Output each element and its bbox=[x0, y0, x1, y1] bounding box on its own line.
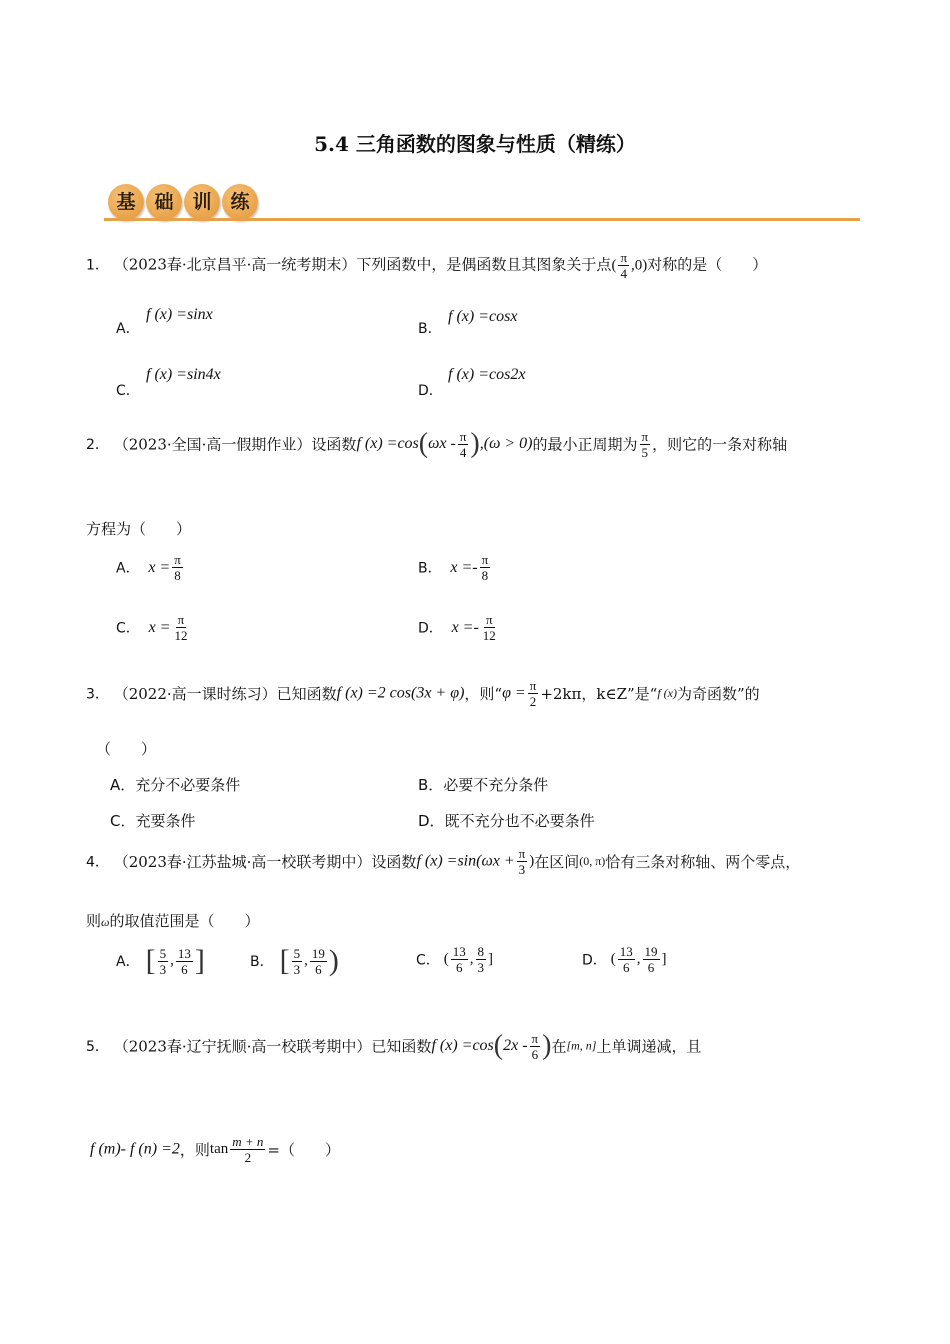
question-3: 3． （2022·高一课时练习）已知函数f (x) =2 cos(3x + φ)，则“φ = $\frac{\pi}{2}$ +2kπ，k∈Z”是“f (x)为奇函数”的 bbox=[86, 678, 760, 709]
question-number: 5． bbox=[86, 1039, 109, 1055]
q1-option-c-expr: f (x) =sin4x bbox=[146, 366, 221, 383]
fraction: $\frac{\pi}{5}$ bbox=[641, 428, 649, 460]
q2-option-d: D． x =- $\frac{\pi}{12}$ bbox=[418, 612, 496, 643]
q2-option-a: A． x = $\frac{\pi}{8}$ bbox=[116, 552, 181, 583]
fraction: $\frac{\pi}{4}$ bbox=[620, 250, 628, 281]
q3-option-d: D．既不充分也不必要条件 bbox=[418, 812, 595, 830]
q1-option-b-expr: f (x) =cosx bbox=[448, 308, 518, 325]
question-source: （2023春·江苏盐城·高一校联考期中） bbox=[113, 853, 372, 871]
q4-option-c: C． ( $\frac{13}{6}$ , $\frac{8}{3}$ ] bbox=[416, 944, 494, 975]
question-2-line2: 方程为（ ） bbox=[86, 520, 192, 538]
q4-option-b: B． [ $\frac{5}{3}$ , $\frac{19}{6}$ ) bbox=[250, 944, 339, 977]
q1-option-c: C． bbox=[116, 383, 140, 399]
q2-option-c: C． x = $\frac{\pi}{12}$ bbox=[116, 612, 188, 643]
function-expr: f (x) =cos bbox=[356, 435, 419, 452]
section-rule bbox=[104, 218, 860, 221]
q3-option-a: A．充分不必要条件 bbox=[110, 776, 241, 794]
q4-option-a: A． [ $\frac{5}{3}$ , $\frac{13}{6}$ ] bbox=[116, 944, 205, 977]
q1-option-a-expr: f (x) =sinx bbox=[146, 306, 213, 323]
banner-char: 础 bbox=[146, 184, 182, 220]
question-number: 4． bbox=[86, 854, 109, 871]
function-expr: f (x) =sin(ωx + bbox=[416, 852, 515, 870]
question-number: 3． bbox=[86, 686, 109, 703]
q1-option-b: B． bbox=[418, 321, 442, 337]
question-number: 2． bbox=[86, 437, 109, 453]
question-source: （2022·高一课时练习） bbox=[113, 685, 277, 703]
question-number: 1． bbox=[86, 257, 109, 274]
q2-option-b: B． x =- $\frac{\pi}{8}$ bbox=[418, 552, 489, 583]
banner-char: 基 bbox=[108, 184, 144, 220]
function-expr: f (x) =cos bbox=[431, 1037, 494, 1054]
question-source: （2023·全国·高一假期作业） bbox=[113, 435, 312, 454]
question-source: （2023春·辽宁抚顺·高一校联考期中） bbox=[113, 1037, 372, 1056]
q1-option-d: D． bbox=[418, 383, 443, 399]
fraction: $\frac{\pi}{6}$ bbox=[531, 1030, 539, 1062]
fraction: $\frac{\pi}{2}$ bbox=[529, 678, 537, 709]
banner-char: 练 bbox=[222, 184, 258, 220]
question-4-line2: 则ω的取值范围是（ ） bbox=[86, 912, 260, 930]
question-1: 1． （2023春·北京昌平·高一统考期末）下列函数中，是偶函数且其图象关于点( $\frac{\pi}{4}$ ,0)对称的是（ ） bbox=[86, 250, 768, 281]
q3-option-c: C．充要条件 bbox=[110, 812, 196, 830]
question-source: （2023春·北京昌平·高一统考期末） bbox=[113, 255, 357, 274]
fraction: $\frac{\pi}{4}$ bbox=[459, 428, 467, 460]
banner-char: 训 bbox=[184, 184, 220, 220]
question-tail: 对称的是（ ） bbox=[647, 255, 768, 274]
question-5-line2: f (m)- f (n) =2，则tan $\frac{m + n}{2}$ =（ ） bbox=[90, 1134, 340, 1165]
question-3-line2: （ ） bbox=[96, 740, 157, 758]
q1-option-d-expr: f (x) =cos2x bbox=[448, 366, 526, 383]
q1-option-a: A． bbox=[116, 321, 140, 337]
question-stem: 下列函数中，是偶函数且其图象关于点 bbox=[356, 255, 612, 274]
q4-option-d: D． ( $\frac{13}{6}$ , $\frac{19}{6}$ ] bbox=[582, 944, 667, 975]
question-2: 2． （2023·全国·高一假期作业）设函数f (x) =cos(ωx - $\frac{\pi}{4}$ ),(ω > 0)的最小正周期为 $\frac{\pi}{5}$ ，则它的一条对称轴 bbox=[86, 428, 788, 460]
function-expr: f (x) =2 cos(3x + φ) bbox=[336, 684, 465, 702]
fraction: $\frac{\pi}{3}$ bbox=[518, 846, 526, 877]
q3-option-b: B．必要不充分条件 bbox=[418, 776, 549, 794]
question-4: 4． （2023春·江苏盐城·高一校联考期中）设函数f (x) =sin(ωx + $\frac{\pi}{3}$ )在区间(0, π)恰有三条对称轴、两个零点， bbox=[86, 846, 801, 877]
question-5: 5． （2023春·辽宁抚顺·高一校联考期中）已知函数f (x) =cos(2x - $\frac{\pi}{6}$ )在[m, n]上单调递减，且 bbox=[86, 1030, 702, 1062]
page-title: 5.4 三角函数的图象与性质（精练） bbox=[314, 132, 636, 156]
